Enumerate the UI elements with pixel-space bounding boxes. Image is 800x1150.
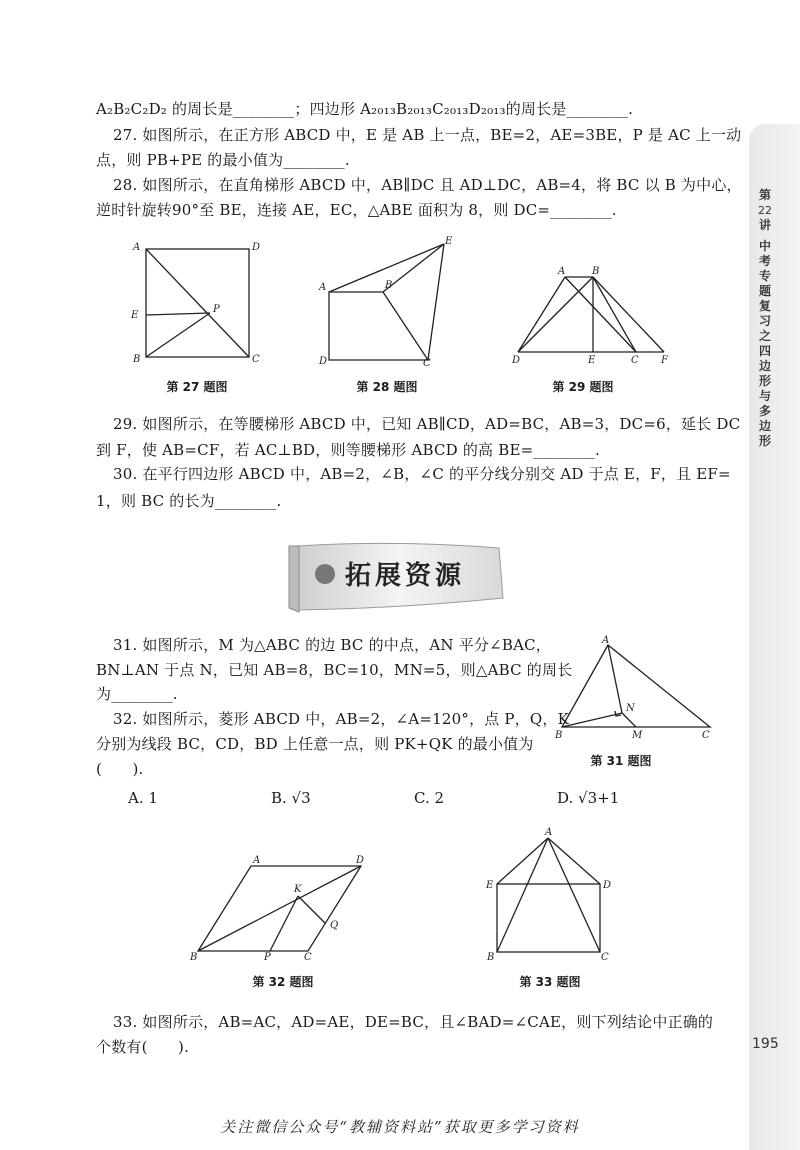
question-28-line1: 28. 如图所示，在直角梯形 ABCD 中，AB∥DC 且 AD⊥DC，AB=4，将 BC 以 B 为中心， — [113, 176, 742, 194]
option-d: D. √3+1 — [557, 789, 620, 807]
svg-text:F: F — [661, 355, 668, 366]
question-31-line1: 31. 如图所示，M 为△ABC 的边 BC 的中点，AN 平分∠BAC， — [113, 636, 552, 654]
svg-text:N: N — [626, 703, 635, 714]
svg-text:C: C — [702, 730, 710, 741]
svg-text:C: C — [304, 952, 312, 963]
figure-28 — [315, 232, 460, 368]
chapter-suffix: 讲 — [758, 218, 771, 232]
figure-29-caption: 第 29 题图 — [552, 380, 614, 394]
segment-ae — [497, 838, 548, 884]
segment-ad — [518, 277, 565, 352]
question-31-line2: BN⊥AN 于点 N，已知 AB=8，BC=10，MN=5，则△ABC 的周长 — [96, 661, 573, 679]
segment-bn — [562, 713, 622, 727]
figure-31-caption: 第 31 题图 — [590, 754, 652, 768]
segment-pb — [146, 313, 210, 357]
segment-kq — [298, 896, 325, 923]
segment-bf — [593, 277, 664, 352]
chapter-title-char: 复 — [758, 299, 771, 313]
figure-31 — [552, 633, 722, 745]
diagonal-bd — [198, 866, 361, 951]
svg-text:D: D — [356, 855, 365, 866]
chapter-title-char: 题 — [758, 284, 771, 298]
figure-29 — [508, 262, 673, 368]
chapter-title-char: 四 — [758, 344, 771, 358]
chapter-title-char: 之 — [758, 329, 771, 343]
segment-ac — [146, 249, 249, 357]
segment-bc — [593, 277, 636, 352]
figure-28-caption: 第 28 题图 — [356, 380, 418, 394]
svg-text:D: D — [512, 355, 521, 366]
chapter-title-char: 习 — [758, 314, 771, 328]
question-27-line1: 27. 如图所示，在正方形 ABCD 中，E 是 AB 上一点，BE=2，AE=3BE，P 是 AC 上一动 — [113, 126, 742, 144]
chapter-title — [752, 239, 778, 449]
svg-text:D: D — [603, 880, 612, 891]
question-32-line2: 分别为线段 BC，CD，BD 上任意一点，则 PK+QK 的最小值为 — [96, 735, 534, 753]
question-31-line3: 为________. — [96, 685, 178, 703]
svg-text:K: K — [294, 884, 302, 895]
segment-kp — [270, 896, 298, 951]
option-b: B. √3 — [271, 789, 311, 807]
chapter-title-char: 形 — [758, 434, 771, 448]
question-30-line1: 30. 在平行四边形 ABCD 中，AB=2，∠B，∠C 的平分线分别交 AD 于点 E，F，且 EF= — [113, 465, 731, 483]
svg-text:E: E — [131, 310, 139, 321]
figure-27-caption: 第 27 题图 — [166, 380, 228, 394]
svg-text:C: C — [631, 355, 639, 366]
svg-text:C: C — [601, 952, 609, 963]
trapezoid-abcd — [329, 292, 428, 360]
chapter-title-char: 专 — [758, 269, 771, 283]
diagonal-ac — [565, 277, 636, 352]
svg-text:E: E — [486, 880, 494, 891]
chapter-title-char: 边 — [758, 419, 771, 433]
question-29-line2: 到 F，使 AB=CF，若 AC⊥BD，则等腰梯形 ABCD 的高 BE=________. — [96, 441, 600, 459]
question-32-line1: 32. 如图所示，菱形 ABCD 中，AB=2，∠A=120°，点 P，Q，K — [113, 710, 570, 728]
question-27-line2: 点，则 PB+PE 的最小值为________. — [96, 151, 350, 169]
svg-text:P: P — [264, 952, 271, 963]
segment-ec — [428, 244, 444, 360]
svg-text:P: P — [213, 304, 220, 315]
svg-text:E: E — [445, 236, 453, 247]
svg-text:B: B — [190, 952, 198, 963]
svg-text:Q: Q — [330, 920, 339, 931]
figure-32 — [186, 852, 372, 964]
svg-text:A: A — [133, 242, 141, 253]
figure-33-caption: 第 33 题图 — [519, 975, 581, 989]
svg-text:B: B — [555, 730, 563, 741]
page-number: 195 — [752, 1036, 779, 1052]
question-33-line1: 33. 如图所示，AB=AC，AD=AE，DE=BC，且∠BAD=∠CAE，则下列结论中正确的 — [113, 1013, 714, 1031]
svg-text:A: A — [602, 635, 610, 646]
svg-text:M: M — [632, 730, 643, 741]
question-28-line2: 逆时针旋转90°至 BE，连接 AE，EC，△ABE 面积为 8，则 DC=________. — [96, 201, 617, 219]
question-32-line3: ( ). — [96, 760, 144, 778]
svg-text:B: B — [487, 952, 495, 963]
question-29-line1: 29. 如图所示，在等腰梯形 ABCD 中，已知 AB∥CD，AD=BC，AB=3，DC=6，延长 DC — [113, 415, 741, 433]
section-banner-title: 拓展资源 — [345, 561, 466, 591]
text-line-continuation: A₂B₂C₂D₂ 的周长是________；四边形 A₂₀₁₃B₂₀₁₃C₂₀₁₃D₂₀₁₃的周长是________. — [96, 100, 634, 118]
diagonal-bd — [518, 277, 593, 352]
svg-text:B: B — [592, 266, 600, 277]
figure-32-caption: 第 32 题图 — [252, 975, 314, 989]
footer-note: 关注微信公众号“教辅资料站”获取更多学习资料 — [220, 1118, 580, 1136]
chapter-title-char: 中 — [758, 239, 771, 253]
chapter-title-char: 与 — [758, 389, 771, 403]
chapter-number: 22 — [758, 204, 772, 217]
chapter-title-char: 边 — [758, 359, 771, 373]
segment-ad — [548, 838, 600, 884]
chapter-prefix: 第 — [758, 188, 771, 202]
svg-text:B: B — [133, 354, 141, 365]
svg-text:E: E — [588, 355, 596, 366]
chapter-label — [752, 188, 778, 449]
svg-text:C: C — [252, 354, 260, 365]
triangle-abc — [562, 645, 710, 727]
svg-text:A: A — [558, 266, 566, 277]
svg-text:A: A — [545, 827, 553, 838]
segment-ac — [548, 838, 600, 952]
segment-pe — [146, 313, 210, 315]
segment-ab — [497, 838, 548, 952]
question-30-line2: 1，则 BC 的长为________. — [96, 492, 282, 510]
chapter-title-char: 形 — [758, 374, 771, 388]
svg-text:B: B — [385, 280, 393, 291]
question-33-line2: 个数有( ). — [96, 1038, 190, 1056]
svg-text:A: A — [319, 282, 327, 293]
svg-text:D: D — [319, 356, 328, 367]
figure-27 — [128, 238, 268, 368]
banner-circle-icon — [315, 564, 335, 584]
segment-nm — [622, 713, 636, 727]
svg-text:A: A — [253, 855, 261, 866]
svg-text:D: D — [252, 242, 261, 253]
chapter-title-char: 多 — [758, 404, 771, 418]
option-c: C. 2 — [414, 789, 445, 807]
option-a: A. 1 — [128, 789, 158, 807]
svg-text:C: C — [423, 358, 431, 368]
chapter-title-char: 考 — [758, 254, 771, 268]
figure-33 — [483, 824, 618, 964]
